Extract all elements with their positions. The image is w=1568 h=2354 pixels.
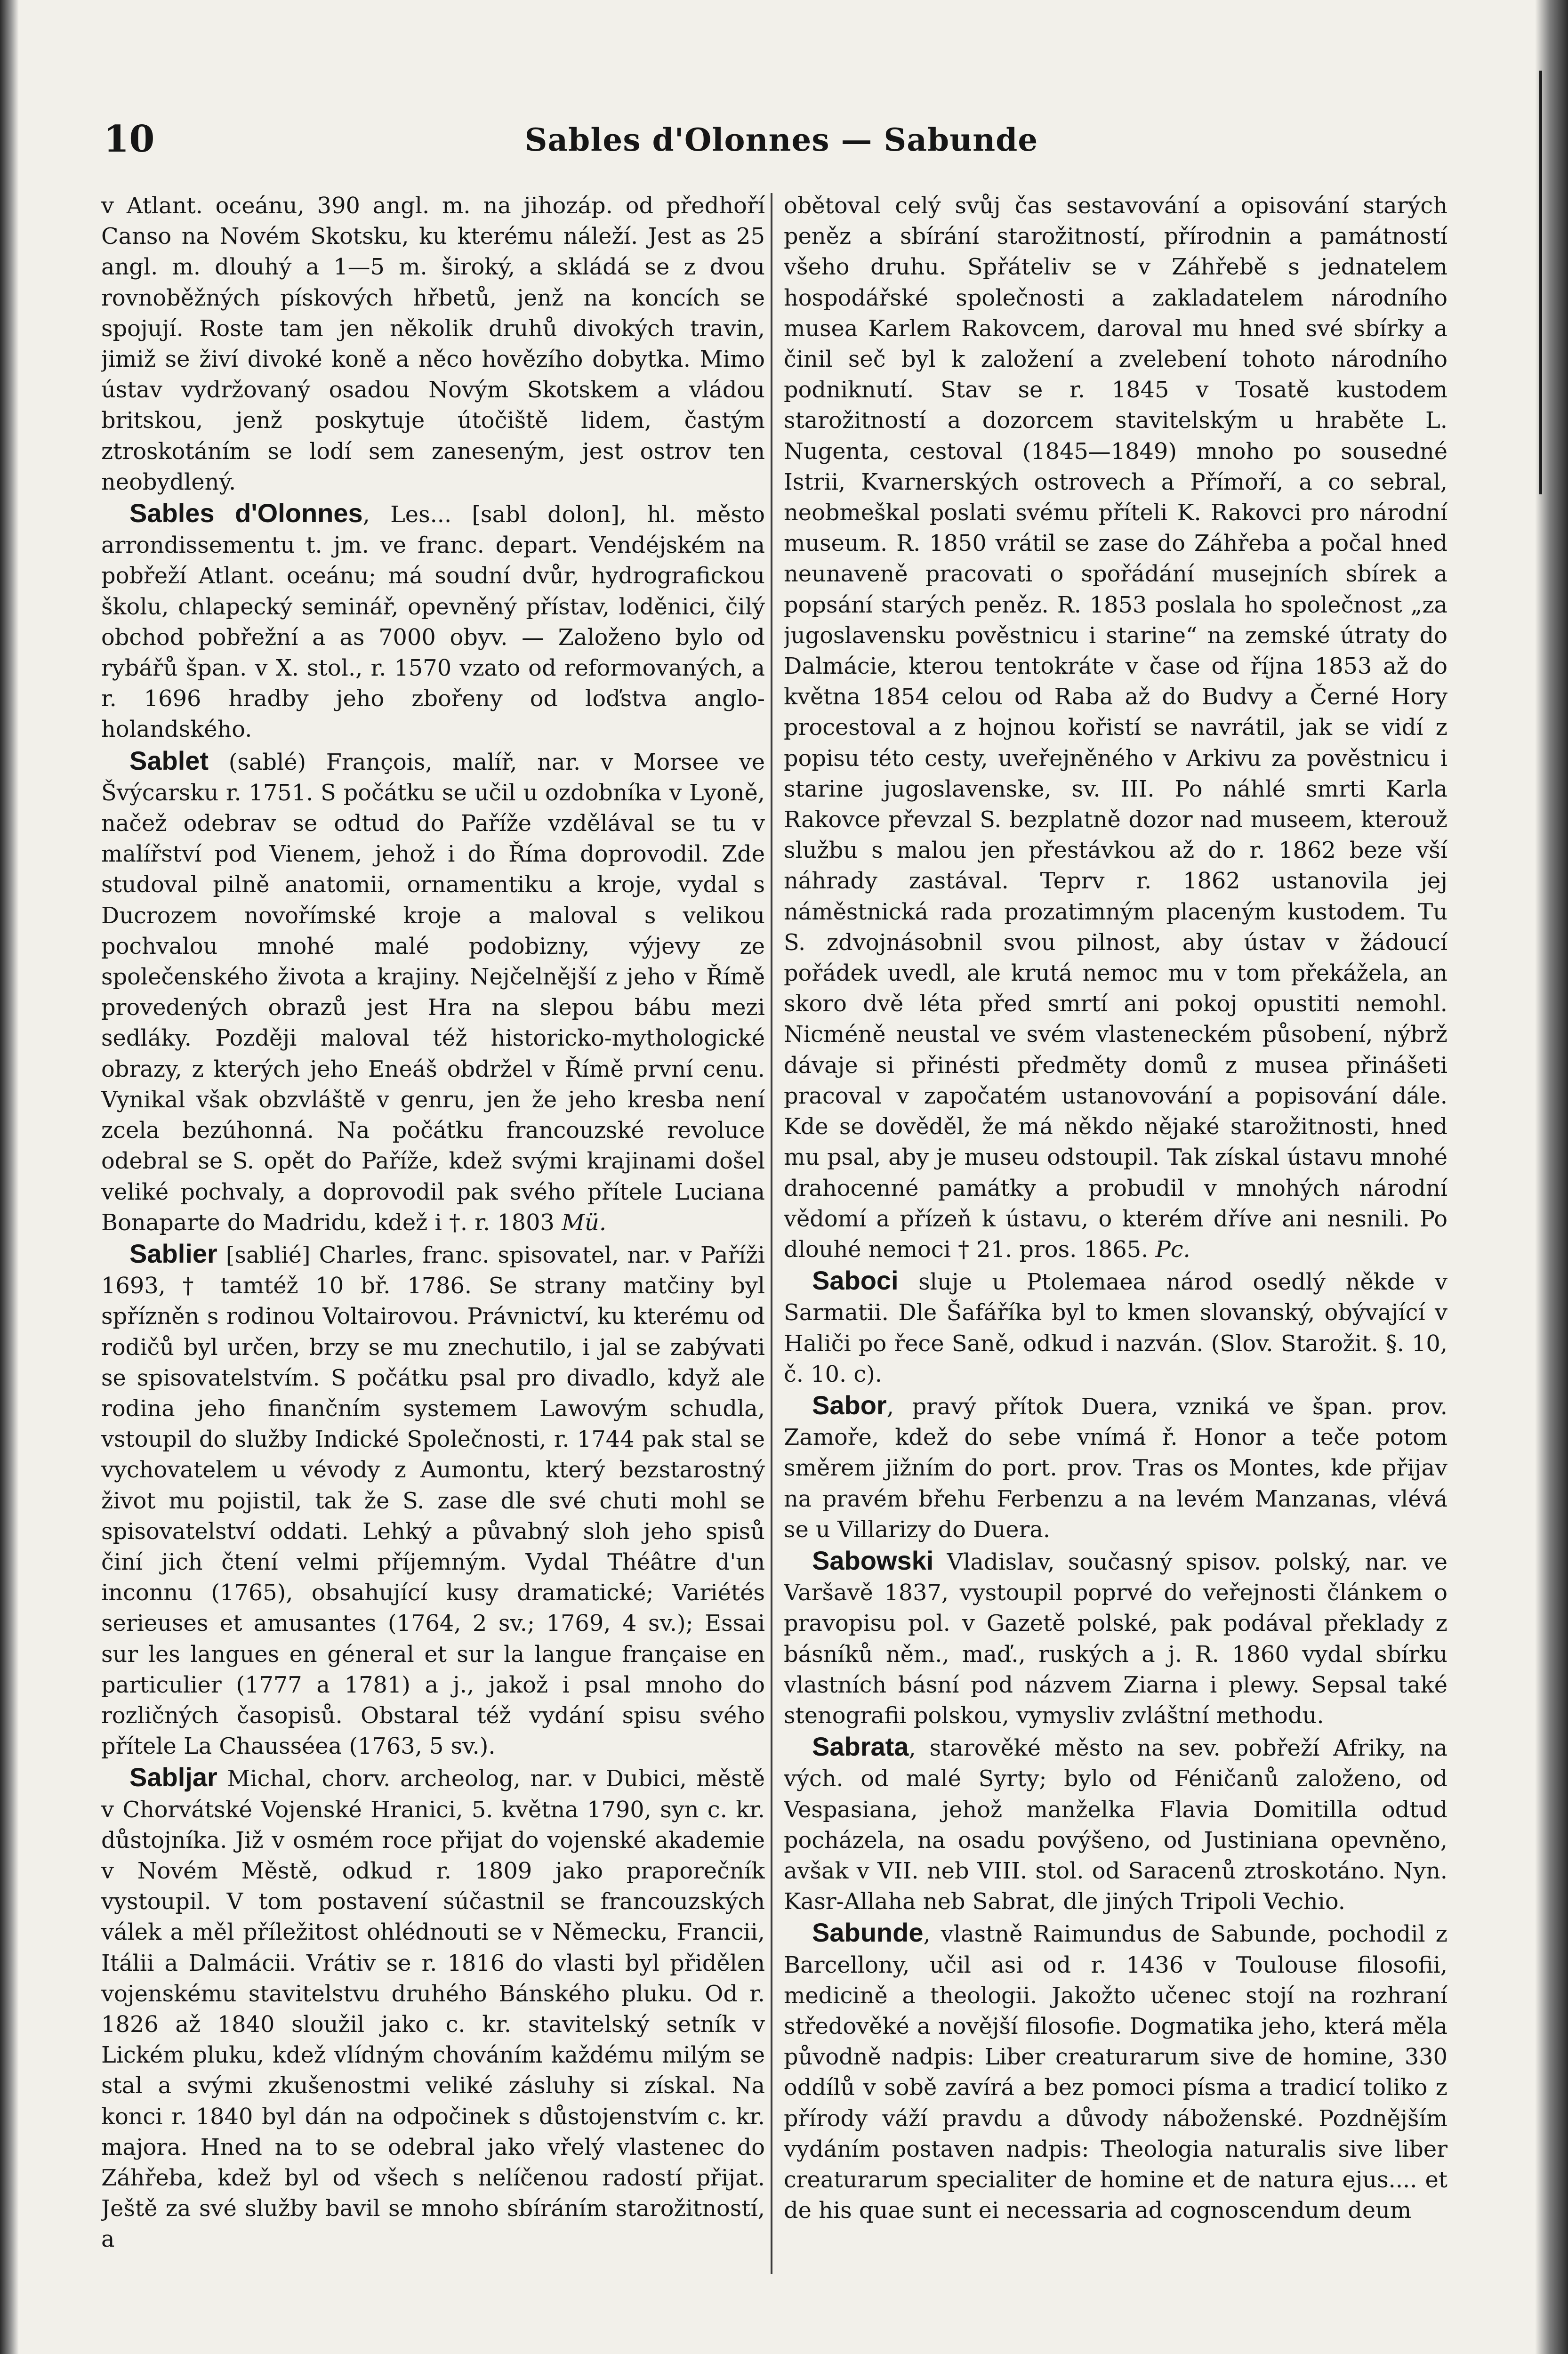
entry-text: , Les... [sabl dolon], hl. město arrondissementu t. jm. ve franc. depart. Vendéjském na pobřeží Atlant. oceánu; má soudní dvůr, hydrografickou školu, chlapecký seminář, opevněný přístav, loděnici, čilý obchod pobřežní a as 7000 obyv. — Založeno bylo od rybářů špan. v X. stol., r. 1570 vzato od reformovaných, a r. 1696 hradby jeho zbořeny od loďstva anglo-holandského. — [101, 502, 765, 743]
entry-headword: Sabljar — [129, 1762, 217, 1792]
entry-text: v Atlant. oceánu, 390 angl. m. na jihozáp. od předhoří Canso na Novém Skotsku, ku kterému náleží. Jest as 25 angl. m. dlouhý a 1—5 m. široký, a skládá se z dvou rovnoběžných pískových hřbetů, jenž na koncích se spojují. Roste tam jen několik druhů divokých travin, jimiž se živí divoké koně a něco hovězího dobytka. Mimo ústav vydržovaný osadou Novým Skotskem a vládou britskou, jenž poskytuje útočiště lidem, častým ztroskotáním se lodí sem zaneseným, jest ostrov ten neobydlený. — [101, 193, 765, 495]
column-divider — [771, 193, 772, 2274]
entry-headword: Sablet — [129, 745, 209, 775]
entry-text: (sablé) François, malíř, nar. v Morsee ve Švýcarsku r. 1751. S počátku se učil u ozdobníka v Lyoně, načež odebrav se odtud do Paříže vzdělával se tu v malířství pod Vienem, jehož i do Říma doprovodil. Zde studoval pilně anatomii, ornamentiku a kroje, vydal s Ducrozem novořímské kroje a maloval s velikou pochvalou mnohé malé podobizny, výjevy ze společenského života a krajiny. Nejčelnější z jeho v Římě provedených obrazů jest Hra na slepou bábu mezi sedláky. Později maloval též historicko-mythologické obrazy, z kterých jeho Eneáš obdržel v Římě první cenu. Vynikal však obzvláště v genru, jen že jeho kresba není zcela bezúhonná. Na počátku francouzské revoluce odebral se S. opět do Paříže, kdež svými krajinami došel veliké pochvaly, a doprovodil pak svého přítele Luciana Bonaparte do Madridu, kdež i †. r. 1803 — [101, 749, 765, 1236]
dictionary-entry — [101, 1238, 765, 1762]
entry-text: Michal, chorv. archeolog, nar. v Dubici, městě v Chorvátské Vojenské Hranici, 5. května 1790, syn c. kr. důstojníka. Již v osmém roce přijat do vojenské akademie v Novém Městě, odkud r. 1809 jako praporečník vystoupil. V tom postavení súčastnil se francouzských válek a měl příležitost ohlédnouti se v Německu, Francii, Itálii a Dalmácii. Vrátiv se r. 1816 do vlasti byl přidělen vojenskému stavitelstvu druhého Bánského pluku. Od r. 1826 až 1840 sloužil jako c. kr. stavitelský setník v Lickém pluku, kdež vlídným chováním každému milým se stal a svými zkušenostmi veliké zásluhy si získal. Na konci r. 1840 byl dán na odpočinek s důstojenstvím c. kr. majora. Hned na to se odebral jako vřelý vlastenec do Záhřeba, kdež byl od všech s nelíčenou radostí přijat. Ještě za své služby bavil se mnoho sbíráním starožitností, a — [101, 1766, 765, 2253]
entry-text: obětoval celý svůj čas sestavování a opisování starých peněz a sbírání starožitností, přírodnin a památností všeho druhu. Spřáteliv se v Záhřebě s jednatelem hospodářské společnosti a zakladatelem národního musea Karlem Rakovcem, daroval mu hned své sbírky a činil seč byl k založení a zvelebení tohoto národního podniknutí. Stav se r. 1845 v Tosatě kustodem starožitností a dozorcem stavitelským u hraběte L. Nugenta, cestoval (1845—1849) mnoho po sousedné Istrii, Kvarnerských ostrovech a Přímoří, a co sebral, neobmeškal poslati svému příteli K. Rakovci pro národní museum. R. 1850 vrátil se zase do Záhřeba a počal hned neunaveně pracovati o spořádání musejních sbírek a popsání starých peněz. R. 1853 poslala ho společnost „za jugoslavensku pověstnicu i starine“ na zemské útraty do Dalmácie, kterou tentokráte v čase od října 1853 až do května 1854 celou od Raba až do Budvy a Černé Hory procestoval a z hojnou kořistí se navrátil, jak se vidí z popisu této cesty, uveřejněného v Arkivu za pověstnicu i starine jugoslavenske, sv. III. Po náhlé smrti Karla Rakovce převzal S. bezplatně dozor nad museem, kterouž službu s malou jen přestávkou až do r. 1862 beze vší náhrady zastával. Teprv r. 1862 ustanovila jej náměstnická rada prozatimným placeným kustodem. Tu S. zdvojnásobnil svou pilnost, aby ústav v žádoucí pořádek uvedl, ale krutá nemoc mu v tom překážela, an skoro dvě léta před smrtí ani pokoj opustiti nemohl. Nicméně neustal ve svém vlasteneckém působení, nýbrž dávaje si přinésti předměty domů z musea přinášeti pracoval v započatém ustanovování a popisování dále. Kde se dověděl, že má někdo nějaké starožitnosti, hned mu psal, aby je museu odstoupil. Tak získal ústavu mnohé drahocenné památky a probudil v mnohých národní vědomí a přízeň k ústavu, o kterém dříve ani nesnili. Po dlouhé nemoci † 21. pros. 1865. — [784, 193, 1447, 1263]
entry-headword: Sabowski — [812, 1545, 934, 1575]
entry-headword: Sabor — [812, 1390, 887, 1420]
entry-continuation — [101, 191, 765, 498]
entry-text: , vlastně Raimundus de Sabunde, pochodil z Barcellony, učil asi od r. 1436 v Toulouse filosofii, medicině a theologii. Jakožto učenec stojí na rozhraní středověké a novější filosofie. Dogmatika jeho, která měla původně nadpis: Liber creaturarum sive de homine, 330 oddílů v sobě zavírá a bez pomoci písma a tradicí toliko z přírody váží pravdu a důvody náboženské. Pozdnějším vydáním postaven nadpis: Theologia naturalis sive liber creaturarum specialiter de homine et de natura ejus.... et de his quae sunt ei necessaria ad cognoscendum deum — [784, 1921, 1447, 2224]
page-number: 10 — [104, 118, 155, 161]
dictionary-entry — [784, 1390, 1447, 1545]
entry-continuation — [784, 191, 1447, 1265]
left-page-edge — [0, 0, 19, 2354]
entry-text: , pravý přítok Duera, vzniká ve špan. prov. Zamoře, kdež do sebe vnímá ř. Honor a teče potom směrem jižním do port. prov. Tras os Montes, kde přijav na pravém břehu Ferbenzu a na levém Manzanas, vlévá se u Villarizy do Duera. — [784, 1394, 1447, 1543]
dictionary-entry — [101, 1762, 765, 2255]
entry-headword: Sables d'Olonnes — [129, 498, 363, 528]
dictionary-entry — [784, 1917, 1447, 2226]
dictionary-entry — [101, 745, 765, 1238]
right-column — [784, 191, 1447, 2354]
entry-headword: Sabrata — [812, 1732, 909, 1762]
author-signature: Pc. — [1148, 1236, 1190, 1263]
entry-headword: Saboci — [812, 1266, 899, 1296]
dictionary-entry — [784, 1731, 1447, 1917]
dictionary-entry — [784, 1265, 1447, 1390]
left-column — [101, 191, 765, 2354]
page-header — [104, 118, 1459, 169]
entry-text: Vladislav, současný spisov. polský, nar. ve Varšavě 1837, vystoupil poprvé do veřejnosti článkem o pravopisu pol. v Gazetě polské, pak podával překlady z básníků něm., maď., ruských a j. R. 1860 vydal sbírku vlastních básní pod názvem Ziarna i plewy. Sepsal také stenografii polskou, vymysliv zvláštní methodu. — [784, 1549, 1447, 1729]
entry-headword: Sablier — [129, 1238, 217, 1268]
entry-text: sluje u Ptolemaea národ osedlý někde v Sarmatii. Dle Šafáříka byl to kmen slovanský, obývající v Haliči po řece Saně, odkud i nazván. (Slov. Starožit. §. 10, č. 10. c). — [784, 1269, 1447, 1387]
entry-text: [sablié] Charles, franc. spisovatel, nar. v Paříži 1693, † tamtéž 10 bř. 1786. Se strany matčiny byl spřízněn s rodinou Voltairovou. Právnictví, ku kterému od rodičů byl určen, brzy se mu znechutilo, i jal se zabývati se spisovatelstvím. S počátku psal pro divadlo, když ale rodina jeho finančním systemem Lawovým schudla, vstoupil do služby Indické Společnosti, r. 1744 pak stal se vychovatelem u vévody z Aumontu, který bezstarostný život mu pojistil, tak že S. zase dle své chuti mohl se spisovatelství oddati. Lehký a půvabný sloh jeho spisů činí jich čtení velmi příjemným. Vydal Théâtre d'un inconnu (1765), obsahující kusy dramatické; Variétés serieuses et amusantes (1764, 2 sv.; 1769, 4 sv.); Essai sur les langues en géneral et sur la langue française en particulier (1777 a 1781) a j., jakož i psal mnoho do rozličných časopisů. Obstaral též vydání spisu svého přítele La Chausséea (1763, 5 sv.). — [101, 1242, 765, 1760]
entry-text: , starověké město na sev. pobřeží Afriky, na vých. od malé Syrty; bylo od Féničanů založeno, od Vespasiana, jehož manželka Flavia Domitilla odtud pocházela, na osadu povýšeno, od Justiniana opevněno, avšak v VII. neb VIII. stol. od Saracenů ztroskotáno. Nyn. Kasr-Allaha neb Sabrat, dle jiných Tripoli Vechio. — [784, 1735, 1447, 1915]
running-head: Sables d'Olonnes — Sabunde — [524, 121, 1038, 158]
binding-line — [1539, 71, 1542, 494]
author-signature: Mü. — [554, 1209, 607, 1236]
dictionary-entry — [784, 1545, 1447, 1731]
dictionary-entry — [101, 498, 765, 745]
entry-headword: Sabunde — [812, 1918, 924, 1948]
